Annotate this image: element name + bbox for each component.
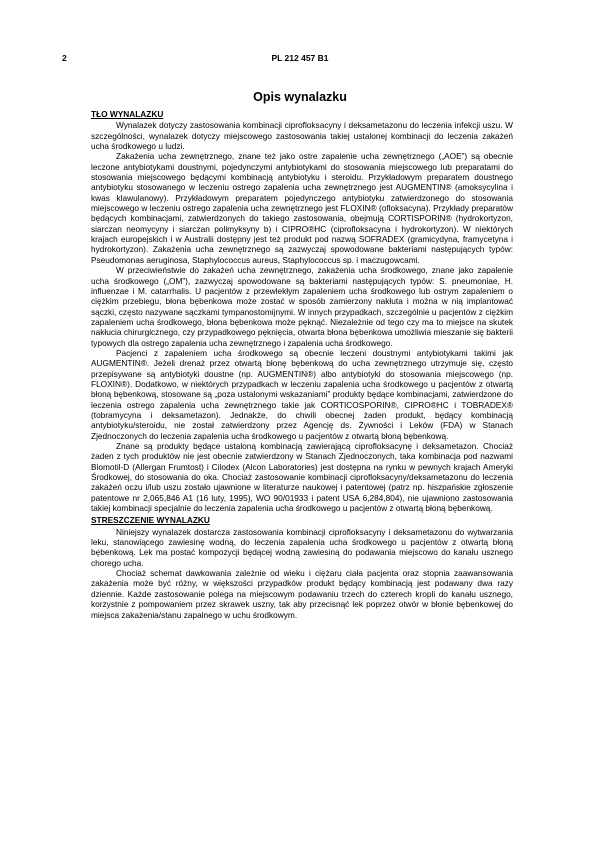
page-number: 2 [62, 53, 67, 63]
paragraph: W przeciwieństwie do zakażeń ucha zewnętrznego, zakażenia ucha środkowego, znane jako zapalenie ucha środkowego („OM”), zazwyczaj spowodowane są bakteriami następujących typów: S. pneumoniae, H. influenzae i M. catarrhalis. U pacjentów z przewlekłym zapaleniem ucha środkowego lub ostrym zapaleniem o ciężkim przebiegu, błona bębenkowa może zostać w sposób zamierzony nakłuta i można w nią implantować sączki, często nazywane sączkami tympanostomijnymi. W innych przypadkach, szczególnie u pacjentów z ciężkim zapaleniem ucha środkowego, błona bębenkowa może pęknąć. Niezależnie od tego czy ma to miejsce na skutek nakłucia chirurgicznego, czy przypadkowego pęknięcia, otwarta błona bębenkowa umożliwia mieszanie się bakterii typowych dla ostrego zapalenia ucha zewnętrznego i zapalenia ucha środkowego. [91, 265, 513, 348]
document-title: Opis wynalazku [253, 90, 347, 104]
document-body [91, 109, 513, 620]
patent-number: PL 212 457 B1 [271, 53, 329, 63]
paragraph: Chociaż schemat dawkowania zależnie od wieku i ciężaru ciała pacjenta oraz stopnia zaawansowania zakażenia może być różny, w większości przypadków produkt będący kombinacją jest podawany dwa razy dziennie. Każde zastosowanie polega na miejscowym podawaniu trzech do czterech kropli do kanału usznego, korzystnie z pompowaniem przez skrawek uszny, tak aby przecisnąć lek poprzez otwór w błonie bębenkowej do miejsca zakażenia/stanu zapalnego w uchu środkowym. [91, 568, 513, 620]
paragraph: Niniejszy wynalazek dostarcza zastosowania kombinacji ciprofloksacyny i deksametazonu do wytwarzania leku, stanowiącego zawiesinę wodną, do leczenia zapalenia ucha środkowego u pacjentów z otwartą błoną bębenkową. Lek ma postać kompozycji będącej wodną zawiesiną do podawania miejscowo do kanału usznego chorego ucha. [91, 526, 513, 568]
paragraph: Zakażenia ucha zewnętrznego, znane też jako ostre zapalenie ucha zewnętrznego („AOE”) są obecnie leczone antybiotykami doustnymi, pojedynczymi antybiotykami do stosowania miejscowego lub preparatami do stosowania miejscowego będącymi kombinacją antybiotyku i steroidu. Przykładowym preparatem doustnego antybiotyku stosowanego w leczeniu ostrego zapalenia ucha zewnętrznego jest AUGMENTIN® (amoksycylina i kwas klawulanowy). Przykładowym preparatem pojedynczego antybiotyku zatwierdzonego do stosowania miejscowego w leczeniu ostrego zapalenia ucha zewnętrznego jest FLOXIN® (ofloksacyna). Przykłady preparatów będących kombinacjami, zatwierdzonych do takiego zastosowania, obejmują CORTISPORIN® (hydrokortyzon, siarczan neomycyny i siarczan polimyksyny b) i CIPRO®HC (ciprofloksacyna i hydrokortyzon). W niektórych krajach europejskich i w Australii dostępny jest też produkt pod nazwą SOFRADEX (gramicydyna, framycetyna i hydrokortyzon). Zakażenia ucha zewnętrznego są zazwyczaj spowodowane bakteriami następujących typów: Pseudomonas aeruginosa, Staphylococcus aureus, Staphylococcus sp. i maczugowcami. [91, 151, 513, 265]
paragraph: Pacjenci z zapaleniem ucha środkowego są obecnie leczeni doustnymi antybiotykami takimi jak AUGMENTIN®. Jeżeli drenaż przez otwartą błonę bębenkową do ucha zewnętrznego utrzymuje się, często przepisywane są antybiotyki doustne (np. AUGMENTIN®) albo antybiotyki do stosowania miejscowego (np. FLOXIN®). Dodatkowo, w niektórych przypadkach w leczeniu zapalenia ucha środkowego u pacjentów z otwartą błoną bębenkową, stosowane są „poza ustalonymi wskazaniami” produkty będące kombinacjami, zatwierdzone do leczenia ostrego zapalenia ucha zewnętrznego takie jak CORTICOSPORIN®, CIPRO®HC i TOBRADEX® (tobramycyna i deksametazon). Jednakże, do chwili obecnej żaden produkt, będący kombinacją antybiotyku/steroidu, nie został zatwierdzony przez Agencję ds. Żywności i Leków (FDA) w Stanach Zjednoczonych do leczenia zapalenia ucha środkowego u pacjentów z otwartą błoną bębenkową. [91, 347, 513, 441]
paragraph: Wynalazek dotyczy zastosowania kombinacji ciprofloksacyny i deksametazonu do leczenia infekcji uszu. W szczególności, wynalazek dotyczy miejscowego zastosowania takiej ustalonej kombinacji do leczenia zakażeń ucha środkowego u ludzi. [91, 120, 513, 152]
section-heading-summary: STRESZCZENIE WYNALAZKU [91, 515, 210, 526]
section-heading-background: TŁO WYNALAZKU [91, 109, 164, 119]
paragraph: Znane są produkty będące ustaloną kombinacją zawierającą ciprofloksacynę i deksametazon. Chociaż żaden z tych produktów nie jest obecnie zatwierdzony w Stanach Zjednoczonych, taka kombinacja pod nazwami Biomotil-D (Allergan Frumtost) i Cilodex (Alcon Laboratories) jest dostępna na rynku w pewnych krajach Ameryki Środkowej, do stosowania do oka. Chociaż zastosowanie kombinacji ciprofloksacyny/deksametazonu do leczenia zakażeń oczu i/lub uszu zostało ujawnione w literaturze naukowej i patentowej (patrz np. hiszpańskie zgłoszenie patentowe nr 2,065,846 A1 (16 luty, 1995), WO 90/01933 i patent USA 6,284,804), nie ujawniono zastosowania takiej kombinacji specjalnie do leczenia zapalenia ucha środkowego u pacjentów z otwartą błoną bębenkową. [91, 441, 513, 514]
